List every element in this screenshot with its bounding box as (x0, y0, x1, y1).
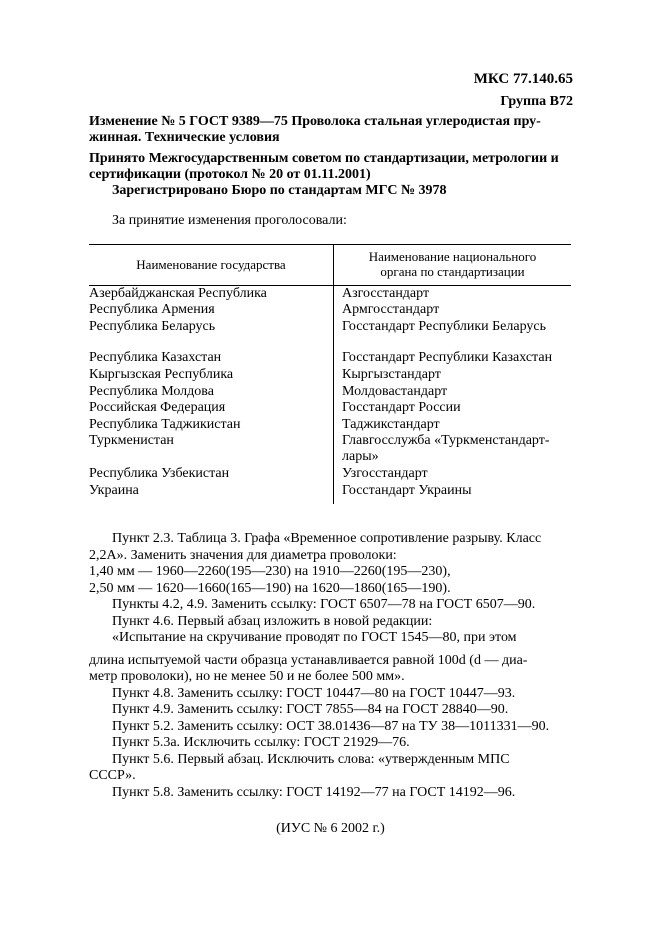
paragraph-5-3a: Пункт 5.3а. Исключить ссылку: ГОСТ 21929—76. (112, 735, 410, 750)
table-header-state: Наименование государства (136, 257, 286, 272)
registration-line: Зарегистрировано Бюро по стандартам МГС № 3978 (112, 183, 447, 198)
adoption-line2: сертификации (протокол № 20 от 01.11.2001) (89, 167, 371, 182)
amendment-title-line1: Изменение № 5 ГОСТ 9389—75 Проволока стальная углеродистая пру- (89, 114, 541, 129)
table-row-state: Республика Армения (89, 302, 215, 317)
paragraph-4-2: Пункты 4.2, 4.9. Заменить ссылку: ГОСТ 6507—78 на ГОСТ 6507—90. (112, 597, 536, 612)
paragraph-5-2: Пункт 5.2. Заменить ссылку: ОСТ 38.01436—87 на ТУ 38—1011331—90. (112, 719, 550, 734)
table-row-state: Украина (89, 483, 139, 498)
amendment-title-line2: жинная. Технические условия (89, 130, 280, 145)
paragraph-2-3-line2: 2,2А». Заменить значения для диаметра проволоки: (89, 548, 397, 563)
table-row-org: Армгосстандарт (342, 302, 440, 317)
table-row-state: Республика Казахстан (89, 350, 222, 365)
paragraph-4-6-quote-line1: «Испытание на скручивание проводят по ГОСТ 1545—80, при этом (112, 630, 517, 645)
table-row-org: Госстандарт Республики Беларусь (342, 319, 547, 334)
group-code: Группа В72 (500, 94, 573, 109)
table-row-state: Республика Беларусь (89, 319, 216, 334)
table-row-org: Кыргызстандарт (342, 367, 441, 382)
table-column-divider (333, 244, 334, 504)
paragraph-2-3-line1: Пункт 2.3. Таблица 3. Графа «Временное сопротивление разрыву. Класс (112, 531, 542, 546)
table-row-org: Таджикстандарт (342, 417, 440, 432)
table-row-org: Молдовастандарт (342, 384, 448, 399)
table-header-org-line1: Наименование национального (368, 249, 537, 264)
mks-code: МКС 77.140.65 (473, 71, 573, 87)
paragraph-5-6-line1: Пункт 5.6. Первый абзац. Исключить слова: «утвержденным МПС (112, 752, 510, 767)
paragraph-4-8: Пункт 4.8. Заменить ссылку: ГОСТ 10447—80 на ГОСТ 10447—93. (112, 686, 516, 701)
table-row-org: Главгосслужба «Туркменстандарт- (342, 433, 550, 448)
table-row-state: Кыргызская Республика (89, 367, 234, 382)
table-row-org: Госстандарт Украины (342, 483, 472, 498)
table-row-org: Госстандарт Республики Казахстан (342, 350, 553, 365)
paragraph-4-6: Пункт 4.6. Первый абзац изложить в новой редакции: (112, 614, 433, 629)
table-row-state: Азербайджанская Республика (89, 286, 267, 301)
paragraph-2-3-line3: 1,40 мм — 1960—2260(195—230) на 1910—2260(195—230), (89, 564, 451, 579)
table-row-state: Туркменистан (89, 433, 174, 448)
paragraph-4-9: Пункт 4.9. Заменить ссылку: ГОСТ 7855—84 на ГОСТ 28840—90. (112, 702, 509, 717)
table-row-org: Азгосстандарт (342, 286, 430, 301)
paragraph-2-3-line4: 2,50 мм — 1620—1660(165—190) на 1620—1860(165—190). (89, 581, 451, 596)
table-row-org: лары» (342, 449, 379, 464)
table-header-org-line2: органа по стандартизации (380, 264, 525, 279)
paragraph-4-6-quote-line3: метр проволоки), но не менее 50 и не более 500 мм». (89, 669, 405, 684)
paragraph-5-6-line2: СССР». (89, 768, 136, 783)
table-top-rule (89, 244, 571, 245)
vote-intro: За принятие изменения проголосовали: (112, 213, 347, 228)
table-row-state: Республика Таджикистан (89, 417, 241, 432)
adoption-line1: Принято Межгосударственным советом по стандартизации, метрологии и (89, 151, 559, 166)
table-row-org: Узгосстандарт (342, 466, 428, 481)
table-row-state: Российская Федерация (89, 400, 226, 415)
table-row-org: Госстандарт России (342, 400, 461, 415)
paragraph-5-8: Пункт 5.8. Заменить ссылку: ГОСТ 14192—77 на ГОСТ 14192—96. (112, 785, 516, 800)
table-row-state: Республика Молдова (89, 384, 214, 399)
ius-reference: (ИУС № 6 2002 г.) (276, 821, 385, 836)
paragraph-4-6-quote-line2: длина испытуемой части образца устанавливается равной 100d (d — диа- (89, 653, 528, 668)
table-row-state: Республика Узбекистан (89, 466, 230, 481)
